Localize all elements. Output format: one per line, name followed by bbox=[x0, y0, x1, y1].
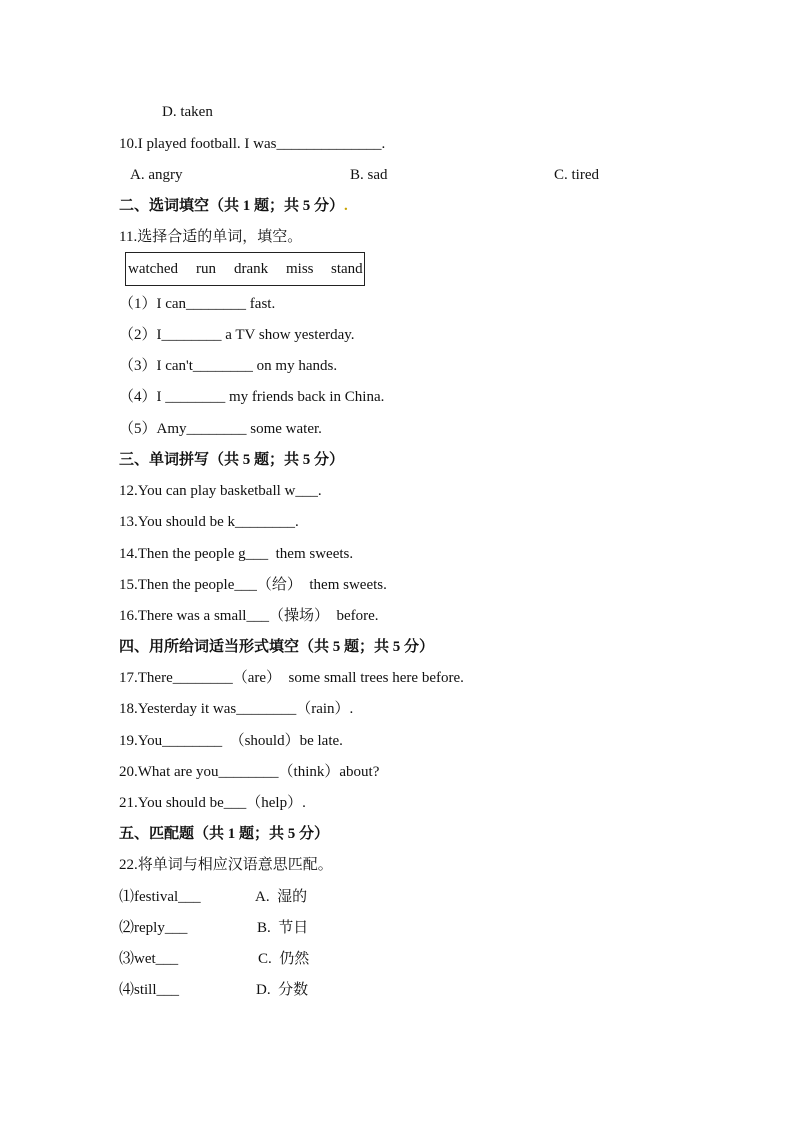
match-word: ⑷still___ bbox=[119, 982, 180, 998]
section2-heading bbox=[119, 197, 348, 215]
q11-item: （2）I________ a TV show yesterday. bbox=[119, 327, 355, 343]
section3-heading: 三、单词拼写（共 5 题；共 5 分） bbox=[119, 452, 345, 468]
section4-heading: 四、用所给词适当形式填空（共 5 题；共 5 分） bbox=[119, 639, 435, 655]
question-item: 14.Then the people g___ them sweets. bbox=[119, 546, 354, 562]
section5-heading: 五、匹配题（共 1 题；共 5 分） bbox=[119, 826, 330, 842]
question-item: 13.You should be k________. bbox=[119, 514, 299, 530]
section2-heading-dot: . bbox=[344, 198, 348, 214]
question-item: 21.You should be___（help）. bbox=[119, 795, 306, 811]
match-word: ⑵reply___ bbox=[119, 920, 188, 936]
match-meaning: C. 仍然 bbox=[258, 951, 310, 967]
match-meaning: D. 分数 bbox=[256, 982, 309, 998]
match-word: ⑴festival___ bbox=[119, 889, 201, 905]
q10-option-b: B. sad bbox=[350, 167, 388, 183]
match-meaning: A. 湿的 bbox=[255, 889, 308, 905]
q9-option-d: D. taken bbox=[162, 104, 213, 120]
word-bank-word: watched bbox=[128, 261, 178, 277]
word-bank-box bbox=[125, 252, 365, 286]
word-bank-word: drank bbox=[234, 261, 269, 277]
question-item: 19.You________ （should）be late. bbox=[119, 733, 343, 749]
match-meaning: B. 节日 bbox=[257, 920, 309, 936]
match-word: ⑶wet___ bbox=[119, 951, 179, 967]
question-item: 17.There________（are） some small trees here before. bbox=[119, 670, 464, 686]
q10-option-c: C. tired bbox=[554, 167, 599, 183]
question-item: 20.What are you________（think）about? bbox=[119, 764, 380, 780]
question-item: 15.Then the people___（给） them sweets. bbox=[119, 577, 387, 593]
q11-item: （3）I can't________ on my hands. bbox=[119, 358, 338, 374]
q11-stem: 11.选择合适的单词，填空。 bbox=[119, 229, 303, 245]
q22-stem: 22.将单词与相应汉语意思匹配。 bbox=[119, 857, 333, 873]
section2-heading-text: 二、选词填空（共 1 题；共 5 分） bbox=[119, 198, 345, 214]
q11-item: （4）I ________ my friends back in China. bbox=[119, 389, 385, 405]
word-bank-word: stand bbox=[331, 261, 363, 277]
question-item: 12.You can play basketball w___. bbox=[119, 483, 322, 499]
q10-stem: 10.I played football. I was______________. bbox=[119, 136, 386, 152]
q10-option-a: A. angry bbox=[130, 167, 183, 183]
question-item: 18.Yesterday it was________（rain）. bbox=[119, 701, 354, 717]
word-bank-word: miss bbox=[286, 261, 314, 277]
q11-item: （1）I can________ fast. bbox=[119, 296, 276, 312]
question-item: 16.There was a small___（操场） before. bbox=[119, 608, 379, 624]
q11-item: （5）Amy________ some water. bbox=[119, 421, 322, 437]
word-bank-word: run bbox=[196, 261, 216, 277]
